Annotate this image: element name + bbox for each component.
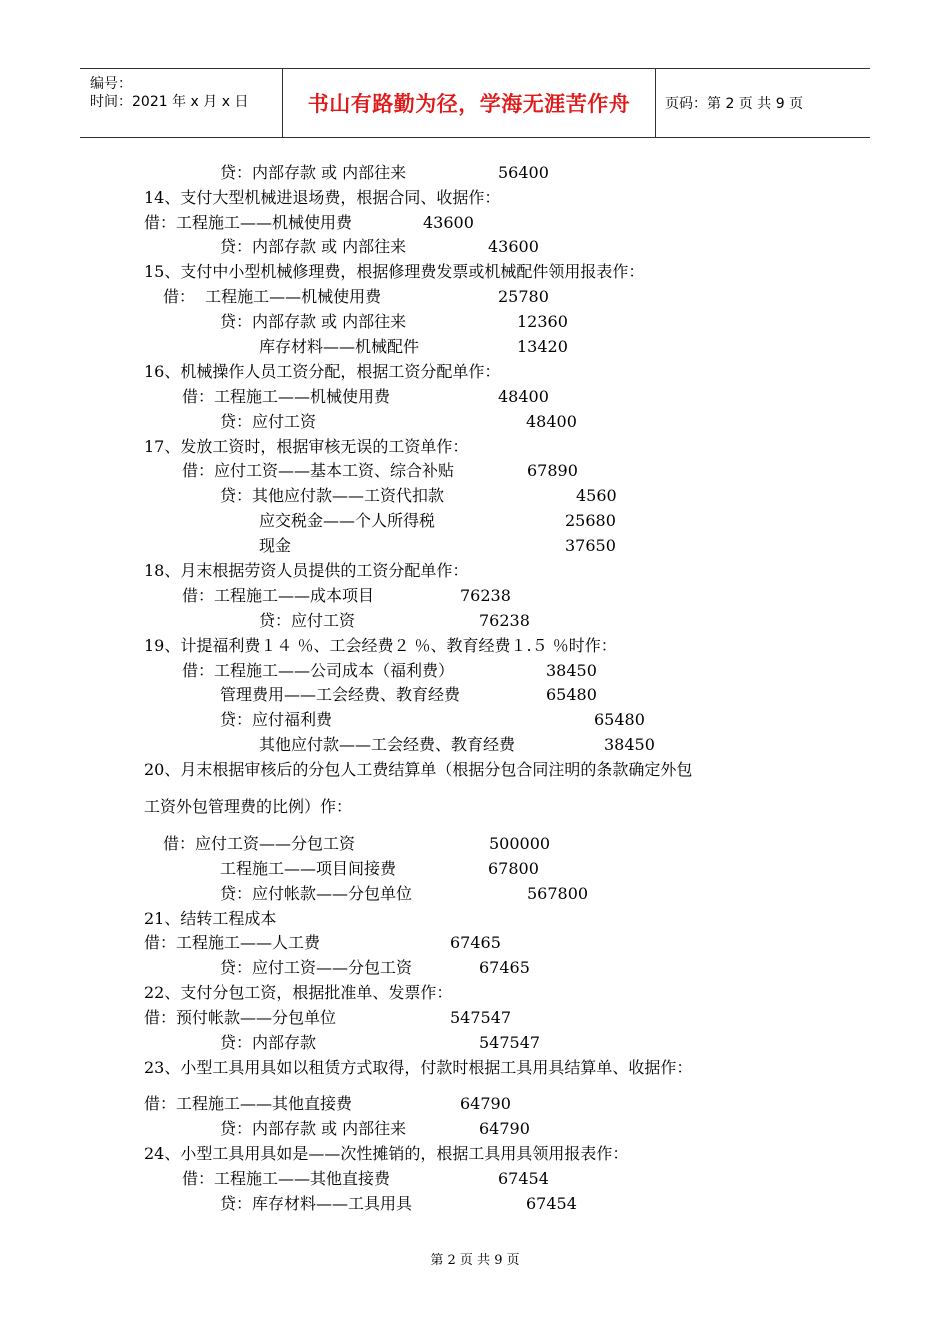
line-text: 贷：应付福利费 xyxy=(220,710,333,729)
amount-value: 38450 xyxy=(546,661,597,680)
amount-value: 12360 xyxy=(517,312,568,331)
line-text: 借：工程施工——机械使用费 xyxy=(144,213,353,232)
line-text: 现金 xyxy=(259,536,292,555)
amount-value: 25680 xyxy=(565,511,616,530)
line-text: 24、小型工具用具如是——次性摊销的，根据工具用具领用报表作： xyxy=(144,1144,629,1163)
line-text: 贷：内部存款 或 内部往来 xyxy=(220,312,407,331)
line-text: 23、小型工具用具如以租赁方式取得，付款时根据工具用具结算单、收据作： xyxy=(144,1058,693,1077)
amount-value: 67465 xyxy=(479,958,530,977)
amount-value: 76238 xyxy=(460,586,511,605)
line-text: 贷：应付工资 xyxy=(220,412,317,431)
amount-value: 67454 xyxy=(498,1169,549,1188)
amount-value: 67890 xyxy=(527,461,578,480)
amount-value: 56400 xyxy=(498,163,549,182)
amount-value: 43600 xyxy=(488,237,539,256)
line-text: 借： 工程施工——机械使用费 xyxy=(163,287,382,306)
amount-value: 4560 xyxy=(576,486,617,505)
amount-value: 65480 xyxy=(594,710,645,729)
line-text: 工资外包管理费的比例）作： xyxy=(144,797,353,816)
time-label: 时间：2021 年 x 月 x 日 xyxy=(90,94,249,110)
page-header xyxy=(80,68,870,138)
amount-value: 38450 xyxy=(604,735,655,754)
amount-value: 567800 xyxy=(527,884,589,903)
amount-value: 547547 xyxy=(479,1033,541,1052)
amount-value: 76238 xyxy=(479,611,530,630)
line-text: 借：预付帐款——分包单位 xyxy=(144,1008,337,1027)
amount-value: 48400 xyxy=(526,412,577,431)
amount-value: 67465 xyxy=(450,933,501,952)
line-text: 工程施工——项目间接费 xyxy=(220,859,397,878)
header-motto xyxy=(282,69,656,137)
amount-value: 13420 xyxy=(517,337,568,356)
amount-value: 43600 xyxy=(423,213,474,232)
number-label: 编号： xyxy=(90,76,132,92)
page-footer: 第 2 页 共 9 页 xyxy=(430,1253,520,1268)
line-text: 借：应付工资——基本工资、综合补贴 xyxy=(182,461,455,480)
header-page-info: 页码：第 2 页 共 9 页 xyxy=(665,96,804,112)
line-text: 管理费用——工会经费、教育经费 xyxy=(220,685,461,704)
amount-value: 67454 xyxy=(526,1194,577,1213)
amount-value: 64790 xyxy=(479,1119,530,1138)
line-text: 贷：应付工资——分包工资 xyxy=(220,958,413,977)
line-text: 19、计提福利费１４ ％、工会经费２ ％、教育经费１.５ ％时作： xyxy=(144,636,617,655)
line-text: 库存材料——机械配件 xyxy=(259,337,420,356)
amount-value: 500000 xyxy=(489,834,551,853)
amount-value: 25780 xyxy=(498,287,549,306)
line-text: 贷：内部存款 或 内部往来 xyxy=(220,163,407,182)
line-text: 贷：内部存款 或 内部往来 xyxy=(220,237,407,256)
amount-value: 64790 xyxy=(460,1094,511,1113)
line-text: 21、结转工程成本 xyxy=(144,909,277,928)
line-text: 贷：库存材料——工具用具 xyxy=(220,1194,413,1213)
line-text: 18、月末根据劳资人员提供的工资分配单作： xyxy=(144,561,469,580)
line-text: 15、支付中小型机械修理费，根据修理费发票或机械配件领用报表作： xyxy=(144,262,645,281)
line-text: 17、发放工资时，根据审核无误的工资单作： xyxy=(144,437,469,456)
line-text: 贷：应付帐款——分包单位 xyxy=(220,884,413,903)
line-text: 其他应付款——工会经费、教育经费 xyxy=(259,735,516,754)
line-text: 14、支付大型机械进退场费，根据合同、收据作： xyxy=(144,188,501,207)
line-text: 贷：应付工资 xyxy=(259,611,356,630)
line-text: 借：工程施工——公司成本（福利费） xyxy=(182,661,455,680)
line-text: 20、月末根据审核后的分包人工费结算单（根据分包合同注明的条款确定外包 xyxy=(144,760,693,779)
line-text: 贷：内部存款 xyxy=(220,1033,317,1052)
motto-text: 书山有路勤为径，学海无涯苦作舟 xyxy=(307,92,631,116)
header-meta xyxy=(80,69,282,137)
line-text: 借：工程施工——成本项目 xyxy=(182,586,375,605)
line-text: 借：工程施工——人工费 xyxy=(144,933,321,952)
amount-value: 37650 xyxy=(565,536,616,555)
amount-value: 547547 xyxy=(450,1008,512,1027)
line-text: 贷：内部存款 或 内部往来 xyxy=(220,1119,407,1138)
line-text: 应交税金——个人所得税 xyxy=(259,511,436,530)
line-text: 借：工程施工——机械使用费 xyxy=(182,387,391,406)
amount-value: 48400 xyxy=(498,387,549,406)
line-text: 借：工程施工——其他直接费 xyxy=(182,1169,391,1188)
line-text: 借：应付工资——分包工资 xyxy=(163,834,356,853)
line-text: 贷：其他应付款——工资代扣款 xyxy=(220,486,445,505)
line-text: 借：工程施工——其他直接费 xyxy=(144,1094,353,1113)
amount-value: 67800 xyxy=(488,859,539,878)
line-text: 22、支付分包工资，根据批准单、发票作： xyxy=(144,983,453,1002)
line-text: 16、机械操作人员工资分配，根据工资分配单作： xyxy=(144,362,501,381)
amount-value: 65480 xyxy=(546,685,597,704)
